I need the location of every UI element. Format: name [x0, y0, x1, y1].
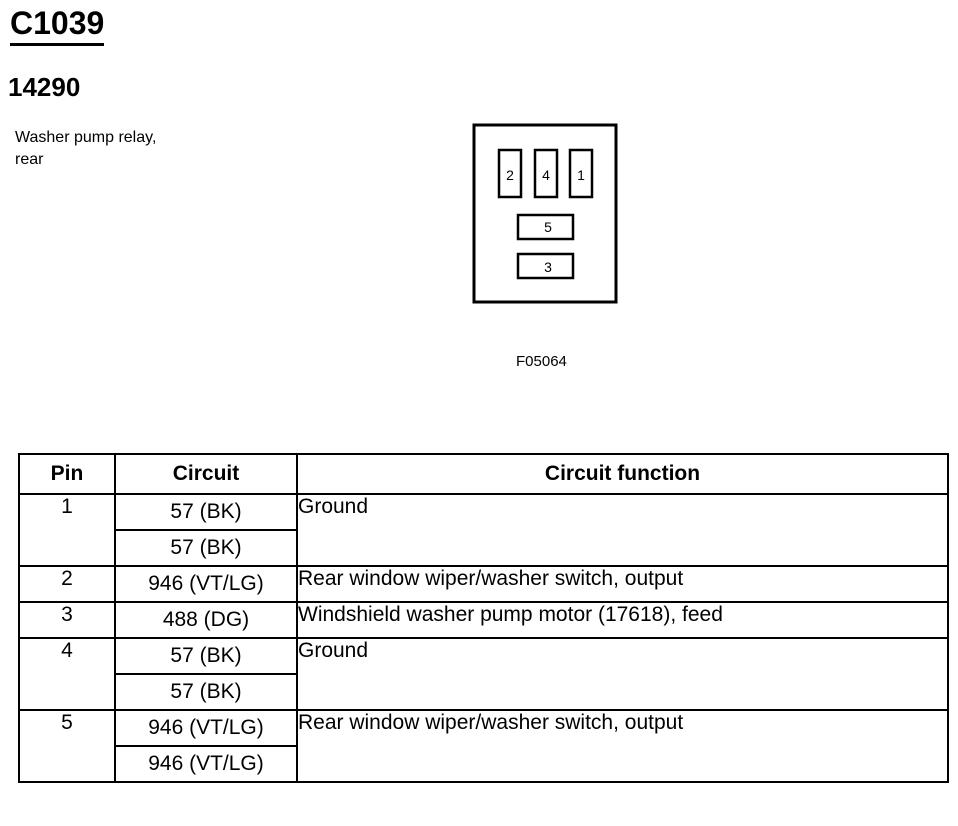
- pin-label-2: 2: [506, 167, 514, 183]
- pin-cell: 1: [19, 494, 115, 566]
- circuit-cell: 946 (VT/LG): [115, 566, 297, 602]
- circuit-cell: 946 (VT/LG): [115, 710, 297, 746]
- pin-cell: 4: [19, 638, 115, 710]
- part-number: 14290: [8, 72, 81, 102]
- pin-label-1: 1: [577, 167, 585, 183]
- connector-id: C1039: [10, 4, 104, 46]
- description-line-1: Washer pump relay,: [15, 129, 157, 146]
- circuit-cell: 57 (BK): [115, 674, 297, 710]
- pinout-table: [18, 453, 949, 783]
- pin-column-header: Pin: [19, 454, 115, 494]
- table-header-row: [19, 454, 948, 494]
- table-row: [19, 638, 948, 674]
- circuit-column-header: Circuit: [115, 454, 297, 494]
- function-cell: Rear window wiper/washer switch, output: [297, 710, 948, 782]
- table-row: [19, 494, 948, 530]
- pin-label-4: 4: [542, 167, 550, 183]
- circuit-cell: 57 (BK): [115, 494, 297, 530]
- pin-label-5: 5: [544, 219, 552, 235]
- table-row: [19, 602, 948, 638]
- description-line-2: rear: [15, 151, 44, 168]
- connector-housing: [474, 125, 616, 302]
- pin-cell: 3: [19, 602, 115, 638]
- function-cell: Ground: [297, 638, 948, 710]
- table-row: [19, 710, 948, 746]
- pin-cell: 2: [19, 566, 115, 602]
- pin-label-3: 3: [544, 259, 552, 275]
- pin-cell: 5: [19, 710, 115, 782]
- function-cell: Windshield washer pump motor (17618), feed: [297, 602, 948, 638]
- connector-face-diagram: [0, 0, 958, 400]
- circuit-cell: 57 (BK): [115, 530, 297, 566]
- function-cell: Ground: [297, 494, 948, 566]
- circuit-cell: 488 (DG): [115, 602, 297, 638]
- function-column-header: Circuit function: [297, 454, 948, 494]
- function-cell: Rear window wiper/washer switch, output: [297, 566, 948, 602]
- table-row: [19, 566, 948, 602]
- figure-code: F05064: [516, 353, 567, 370]
- circuit-cell: 57 (BK): [115, 638, 297, 674]
- circuit-cell: 946 (VT/LG): [115, 746, 297, 782]
